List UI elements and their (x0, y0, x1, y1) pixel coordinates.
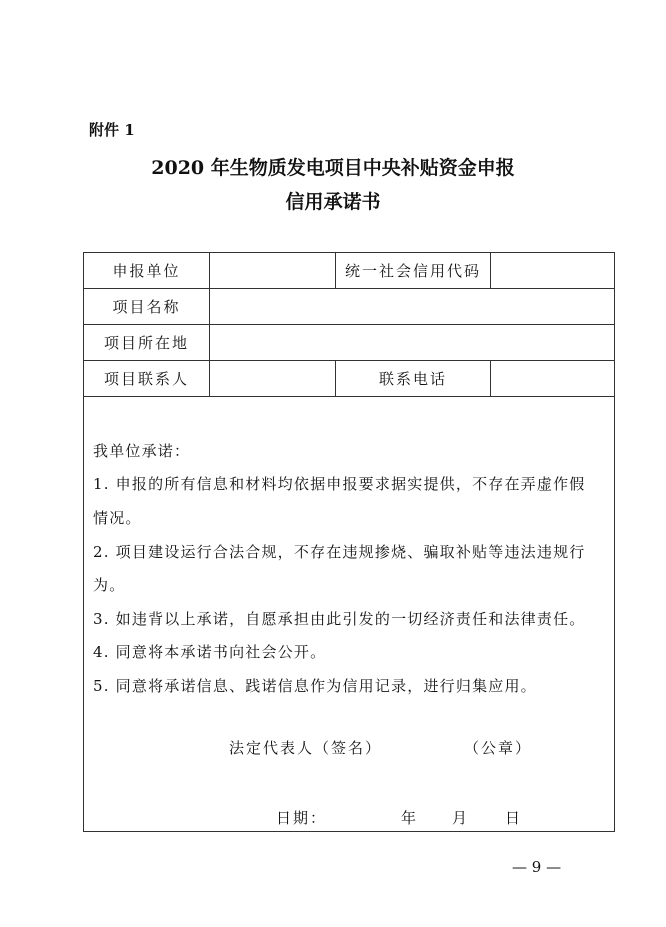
phone-label: 联系电话 (335, 361, 490, 396)
legal-rep-signature-label: 法定代表人（签名） (229, 739, 383, 757)
date-label: 日期： (276, 809, 328, 827)
project-name-label: 项目名称 (112, 298, 181, 316)
commitment-form (83, 252, 615, 832)
pledge-item-3: 3. 如违背以上承诺，自愿承担由此引发的一切经济责任和法律责任。 (93, 610, 586, 628)
official-seal-label: （公章） (464, 739, 533, 757)
pledge-intro: 我单位承诺： (93, 442, 191, 460)
form-row-project-location (84, 325, 614, 361)
form-row-project-name (84, 289, 614, 325)
attachment-label: 附件 1 (89, 121, 135, 139)
page-number: — 9 — (512, 858, 562, 876)
pledge-item-2-line-1: 2. 项目建设运行合法合规，不存在违规掺烧、骗取补贴等违法违规行 (93, 543, 586, 561)
project-location-field[interactable] (209, 325, 614, 360)
document-title: 2020 年生物质发电项目中央补贴资金申报 (151, 157, 515, 179)
pledge-item-1-line-1: 1. 申报的所有信息和材料均依据申报要求据实提供，不存在弄虚作假 (93, 475, 586, 493)
document-subtitle: 信用承诺书 (285, 191, 381, 213)
pledge-item-5: 5. 同意将承诺信息、践诺信息作为信用记录，进行归集应用。 (93, 677, 537, 695)
pledge-item-1-line-2: 情况。 (93, 509, 142, 527)
unit-field[interactable] (209, 253, 335, 288)
credit-code-field[interactable] (490, 253, 614, 288)
form-row-contact (84, 361, 614, 397)
credit-code-label: 统一社会信用代码 (335, 253, 490, 288)
pledge-item-2-line-2: 为。 (93, 576, 126, 594)
project-contact-label: 项目联系人 (103, 370, 189, 388)
unit-label: 申报单位 (112, 262, 181, 280)
date-year-label: 年 (401, 809, 419, 827)
project-name-field[interactable] (209, 289, 614, 324)
project-location-label: 项目所在地 (103, 334, 189, 352)
project-contact-field[interactable] (209, 361, 335, 396)
form-row-unit (84, 253, 614, 289)
date-month-label: 月 (452, 809, 470, 827)
date-day-label: 日 (505, 809, 523, 827)
pledge-item-4: 4. 同意将本承诺书向社会公开。 (93, 643, 327, 661)
phone-field[interactable] (490, 361, 614, 396)
